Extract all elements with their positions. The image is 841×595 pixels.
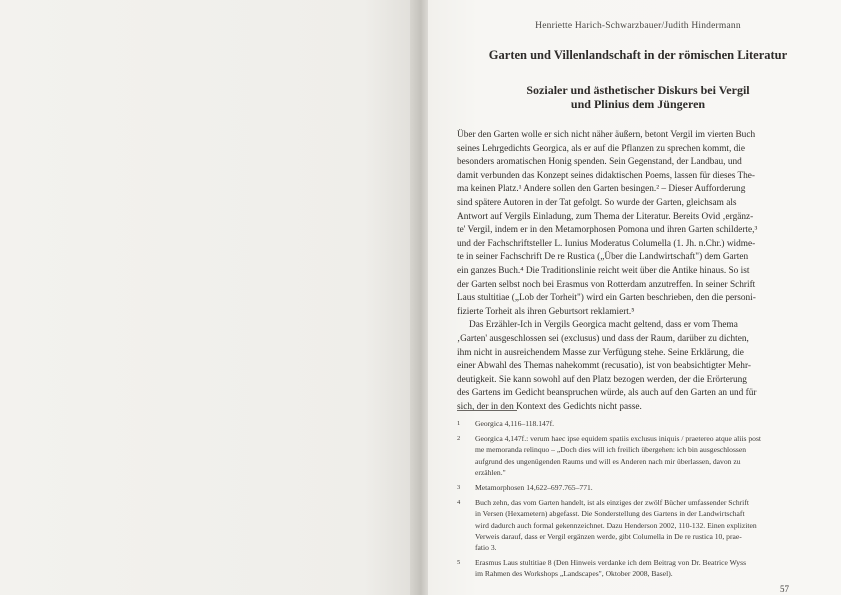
footnote-line: im Rahmen des Workshops „Landscapes", Oktober 2008, Basel). xyxy=(475,569,673,579)
page-number: 57 xyxy=(780,584,789,594)
footnote-line: erzählen." xyxy=(475,467,506,477)
footnote-line: Verweis darauf, dass er Vergil ergänzen werde, gibt Columella in De re rustica 10, prae- xyxy=(475,531,742,541)
running-head: Henriette Harich-Schwarzbauer/Judith Hindermann xyxy=(535,21,741,31)
footnote-number: 3 xyxy=(457,483,461,491)
footnote-line: wird dadurch auch formal gekennzeichnet. Dazu Henderson 2002, 110-132. Einen expliziten xyxy=(475,520,757,530)
footnote xyxy=(457,497,777,553)
body-line: besonders aromatischen Honig spenden. Sein Gegenstand, der Landbau, und xyxy=(457,157,742,168)
subtitle-line: und Plinius dem Jüngeren xyxy=(570,97,706,111)
body-line: einer Abwahl des Themas nahekommt (recusatio), ist von beabsichtigter Mehr- xyxy=(457,361,751,372)
body-line: ‚Garten' ausgeschlossen sei (exclusus) und dass der Raum, darüber zu dichten, xyxy=(457,333,749,344)
body-line: Laus stultitiae („Lob der Torheit") wird ein Garten beschrieben, den die personi- xyxy=(457,293,756,304)
footnote xyxy=(457,557,777,579)
body-line: sind spätere Autoren in der Tat gefolgt. So wurde der Garten, gleichsam als xyxy=(457,197,737,208)
footnote-line: in Versen (Hexametern) abgefasst. Die Sonderstellung des Gartens in der Landwirtschaft xyxy=(475,509,745,519)
footnote xyxy=(457,433,777,478)
body-line: damit verbunden das Konzept seines didaktischen Poems, lassen für dieses The- xyxy=(457,170,756,181)
footnote xyxy=(457,418,777,429)
footnote-number: 5 xyxy=(457,559,461,567)
body-text xyxy=(457,129,777,414)
body-line: fizierte Torheit als ihren Geburtsort reklamiert.⁵ xyxy=(457,306,635,317)
footnote-number: 4 xyxy=(457,499,461,507)
body-line: Antwort auf Vergils Einladung, zum Thema der Literatur. Bereits Ovid ‚ergänz- xyxy=(457,211,754,222)
body-line: ma keinen Platz.¹ Andere sollen den Garten besingen.² – Dieser Aufforderung xyxy=(457,184,746,195)
body-line: te' Vergil, indem er in den Metamorphosen Pomona und ihren Garten schilderte,³ xyxy=(457,225,758,236)
body-line: sich, der in den Kontext des Gedichts nicht passe. xyxy=(457,401,642,412)
chapter-subtitle xyxy=(462,83,814,111)
body-line: seines Lehrgedichts Georgica, als er auf die Pflanzen zu sprechen kommt, die xyxy=(457,143,746,154)
footnote xyxy=(457,482,777,493)
footnote-line: Erasmus Laus stultitiae 8 (Den Hinweis verdanke ich dem Beitrag von Dr. Beatrice Wyss xyxy=(475,558,747,568)
footnote-number: 2 xyxy=(457,435,461,443)
body-line: und der Fachschriftsteller L. Iunius Moderatus Columella (1. Jh. n.Chr.) widme- xyxy=(457,238,756,249)
footnote-line: Buch zehn, das vom Garten handelt, ist als einziges der zwölf Bücher umfassender Schrift xyxy=(475,498,749,508)
subtitle-line: Sozialer und ästhetischer Diskurs bei Vergil xyxy=(526,83,750,97)
body-line: ihm nicht in ausreichendem Masse zur Verfügung stehe. Seine Erklärung, die xyxy=(457,347,744,358)
footnote-line: Metamorphosen 14,622–697.765–771. xyxy=(475,482,593,492)
footnote-line: fatio 3. xyxy=(475,542,497,552)
body-line: des Gartens im Gedicht beanspruchen würde, als auch auf den Garten an und für xyxy=(457,388,757,399)
body-line: Das Erzähler-Ich in Vergils Georgica macht geltend, dass er vom Thema xyxy=(469,320,738,331)
footnote-divider xyxy=(457,410,517,411)
body-line: Über den Garten wolle er sich nicht näher äußern, betont Vergil im vierten Buch xyxy=(457,130,756,140)
left-page-blank xyxy=(0,0,414,595)
body-line: ein ganzes Buch.⁴ Die Traditionslinie reicht weit über die Antike hinaus. So ist xyxy=(457,265,750,276)
body-line: der Garten selbst noch bei Erasmus von Rotterdam anzutreffen. In seiner Schrift xyxy=(457,279,756,290)
footnote-line: me memoranda relinquo – „Doch dies will ich freilich übergehen: ich bin ausgeschlossen xyxy=(475,445,747,455)
chapter-title: Garten und Villenlandschaft in der römischen Literatur xyxy=(488,48,788,62)
body-line: deutigkeit. Sie kann sowohl auf den Platz bezogen werden, der die Erörterung xyxy=(457,374,747,385)
body-line: te in seiner Fachschrift De re Rustica („Über die Landwirtschaft") dem Garten xyxy=(457,252,749,263)
footnote-line: Georgica 4,116–118.147f. xyxy=(475,419,555,428)
footnote-number: 1 xyxy=(457,420,461,427)
footnote-line: aufgrund des ungenügenden Raums und will es Anderen nach mir überlassen, davon zu xyxy=(475,456,741,466)
footnote-line: Georgica 4,147f.: verum haec ipse equidem spatiis exclusus iniquis / praetereo atque aliis post xyxy=(475,434,762,444)
footnotes xyxy=(457,418,777,583)
